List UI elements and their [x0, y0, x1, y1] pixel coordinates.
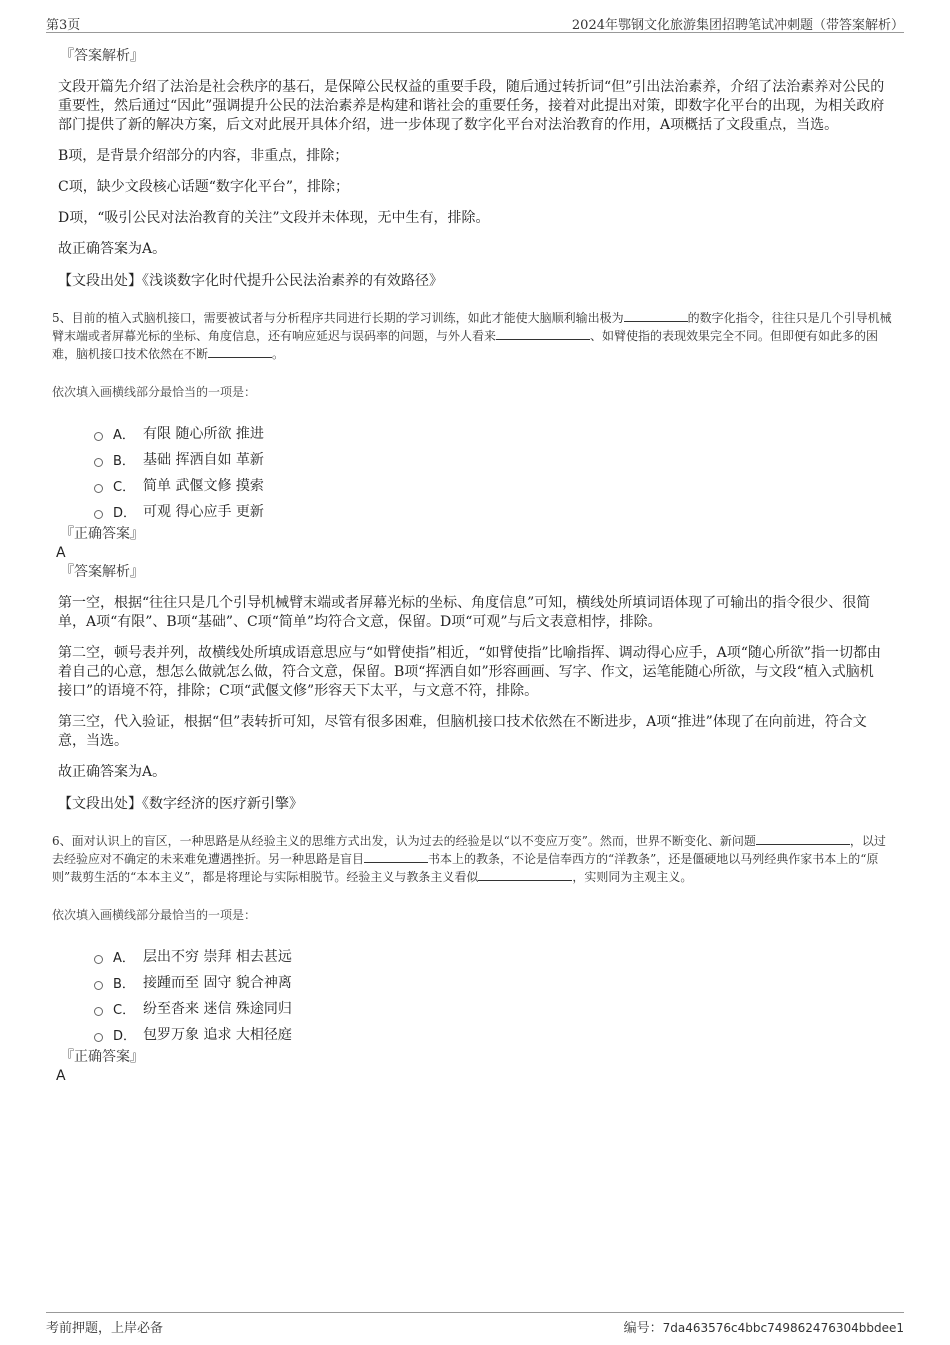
- q4-source: 【文段出处】《浅谈数字化时代提升公民法治素养的有效路径》: [58, 273, 443, 289]
- option-letter: C．: [113, 479, 136, 495]
- option-letter: B．: [113, 453, 135, 469]
- q4-analysis-label: 『答案解析』: [60, 48, 144, 64]
- radio-button-icon[interactable]: [94, 1007, 103, 1016]
- option-text: 接踵而至 固守 貌合神离: [143, 975, 292, 991]
- option-letter: A．: [113, 950, 135, 966]
- footer-code: [624, 1317, 904, 1336]
- q5-blank-2: [496, 327, 590, 340]
- q5-blank-1: [624, 309, 688, 322]
- q5-analysis-paragraph-3: 第三空，代入验证，根据“但”表转折可知，尽管有很多困难，但脑机接口技术依然在不断进步，A项“推进”体现了在向前进，符合文意，当选。: [58, 714, 867, 749]
- q6-option-d[interactable]: [94, 1021, 886, 1047]
- option-letter: A．: [113, 427, 135, 443]
- q6-text-4: ，实则同为主观主义。: [572, 870, 693, 884]
- q5-text-4: 。: [272, 347, 285, 361]
- q6-option-a[interactable]: [94, 943, 886, 969]
- q4-analysis-paragraph-3: C项，缺少文段核心话题“数字化平台”，排除；: [58, 179, 350, 195]
- option-text: 可观 得心应手 更新: [143, 504, 264, 520]
- q5-option-d[interactable]: [94, 498, 886, 524]
- radio-button-icon[interactable]: [94, 432, 103, 441]
- radio-button-icon[interactable]: [94, 1033, 103, 1042]
- radio-button-icon[interactable]: [94, 484, 103, 493]
- q4-analysis-paragraph-5: 故正确答案为A。: [58, 241, 167, 257]
- option-text: 纷至沓来 迷信 殊途同归: [143, 1001, 292, 1017]
- option-letter: B．: [113, 976, 135, 992]
- q6-blank-1: [756, 832, 850, 845]
- option-text: 简单 武偃文修 摸索: [143, 478, 264, 494]
- q4-analysis-paragraph-1: 文段开篇先介绍了法治是社会秩序的基石，是保障公民权益的重要手段，随后通过转折词“但”引出法治素养，介绍了法治素养对公民的重要性，然后通过“因此”强调提升公民的法治素养是构建和谐社会的重要任务，接着对此提出对策，即数字化平台的出现，为相关政府部门提供了新的解决方案，后文对此展开具体介绍，进一步体现了数字化平台对法治教育的作用，A项概括了文段重点，当选。: [58, 79, 885, 133]
- footer-code-value: 7da463576c4bbc749862476304bbdee1: [662, 1321, 904, 1335]
- page-content: [52, 46, 892, 1085]
- radio-button-icon[interactable]: [94, 510, 103, 519]
- q5-blank-3: [208, 345, 272, 358]
- q5-instruction: 依次填入画横线部分最恰当的一项是：: [52, 385, 257, 399]
- q5-option-c[interactable]: [94, 472, 886, 498]
- q5-stem: [52, 309, 892, 363]
- q4-analysis-paragraph-2: B项，是背景介绍部分的内容，非重点，排除；: [58, 148, 349, 164]
- radio-button-icon[interactable]: [94, 458, 103, 467]
- option-letter: D．: [113, 505, 137, 521]
- radio-button-icon[interactable]: [94, 955, 103, 964]
- option-text: 层出不穷 崇拜 相去甚远: [143, 949, 292, 965]
- footer-code-label: 编号：: [623, 1321, 663, 1336]
- radio-button-icon[interactable]: [94, 981, 103, 990]
- q6-option-c[interactable]: [94, 995, 886, 1021]
- q4-analysis-paragraph-4: D项，“吸引公民对法治教育的关注”文段并未体现，无中生有，排除。: [58, 210, 490, 226]
- q6-stem: [52, 832, 892, 886]
- footer-slogan: 考前押题，上岸必备: [46, 1321, 164, 1336]
- document-title: 2024年鄂钢文化旅游集团招聘笔试冲刺题（带答案解析）: [571, 18, 904, 33]
- q5-options: [94, 420, 886, 524]
- q5-option-a[interactable]: [94, 420, 886, 446]
- q5-analysis-label: 『答案解析』: [60, 564, 144, 580]
- option-letter: C．: [113, 1002, 136, 1018]
- q5-analysis-paragraph-1: 第一空，根据“往往只是几个引导机械臂末端或者屏幕光标的坐标、角度信息”可知，横线处所填词语体现了可输出的指令很少、很简单，A项“有限”、B项“基础”、C项“简单”均符合文意，保留。D项“可观”与后文表意相悖，排除。: [58, 595, 871, 630]
- q6-answer-label: 『正确答案』: [60, 1049, 144, 1065]
- q6-instruction: 依次填入画横线部分最恰当的一项是：: [52, 908, 257, 922]
- q5-answer: A: [56, 545, 66, 561]
- option-text: 包罗万象 追求 大相径庭: [143, 1027, 292, 1043]
- q6-text-3: 书本上的教条，不论是信奉西方的“洋教条”，还是僵硬地以马列经典作家书本上的“原则”裁剪生活的“本本主义”，都是将理论与实际相脱节。经验主义与教条主义看似: [52, 852, 879, 884]
- q5-analysis-paragraph-4: 故正确答案为A。: [58, 764, 167, 780]
- q6-options: [94, 943, 886, 1047]
- q5-analysis-paragraph-2: 第二空，顿号表并列，故横线处所填成语意思应与“如臂使指”相近，“如臂使指”比喻指挥、调动得心应手，A项“随心所欲”指一切都由着自己的心意，想怎么做就怎么做，符合文意，保留。B项“挥洒自如”形容画画、写字、作文，运笔能随心所欲，与文段“植入式脑机接口”的语境不符，排除；C项“武偃文修”形容天下太平，与文意不符，排除。: [58, 645, 882, 699]
- q5-text-2: 的数字化指令，往往只是几个引导机械臂末端或者屏幕光标的坐标、角度信息，还有响应延迟与误码率的问题，与外人看来: [52, 311, 892, 343]
- q5-source: 【文段出处】《数字经济的医疗新引擎》: [58, 796, 303, 812]
- option-text: 有限 随心所欲 推进: [143, 426, 264, 442]
- q6-text-2: ，以过去经验应对不确定的未来难免遭遇挫折。另一种思路是盲目: [52, 834, 886, 866]
- page-header: [46, 12, 904, 33]
- q6-blank-3: [478, 868, 572, 881]
- option-text: 基础 挥洒自如 革新: [143, 452, 264, 468]
- option-letter: D．: [113, 1028, 137, 1044]
- q5-text-1: 5、目前的植入式脑机接口，需要被试者与分析程序共同进行长期的学习训练，如此才能使大脑顺利输出极为: [52, 311, 624, 325]
- q5-answer-label: 『正确答案』: [60, 526, 144, 542]
- q6-text-1: 6、面对认识上的盲区，一种思路是从经验主义的思维方式出发，认为过去的经验是以“以不变应万变”。然而，世界不断变化、新问题: [52, 834, 756, 848]
- q5-option-b[interactable]: [94, 446, 886, 472]
- q6-answer: A: [56, 1068, 66, 1084]
- page-number: 第3页: [46, 18, 81, 33]
- q6-option-b[interactable]: [94, 969, 886, 995]
- page-footer: [46, 1312, 904, 1337]
- q6-blank-2: [364, 850, 428, 863]
- q5-text-3: 、如臂使指的表现效果完全不同。但即便有如此多的困难，脑机接口技术依然在不断: [52, 329, 879, 361]
